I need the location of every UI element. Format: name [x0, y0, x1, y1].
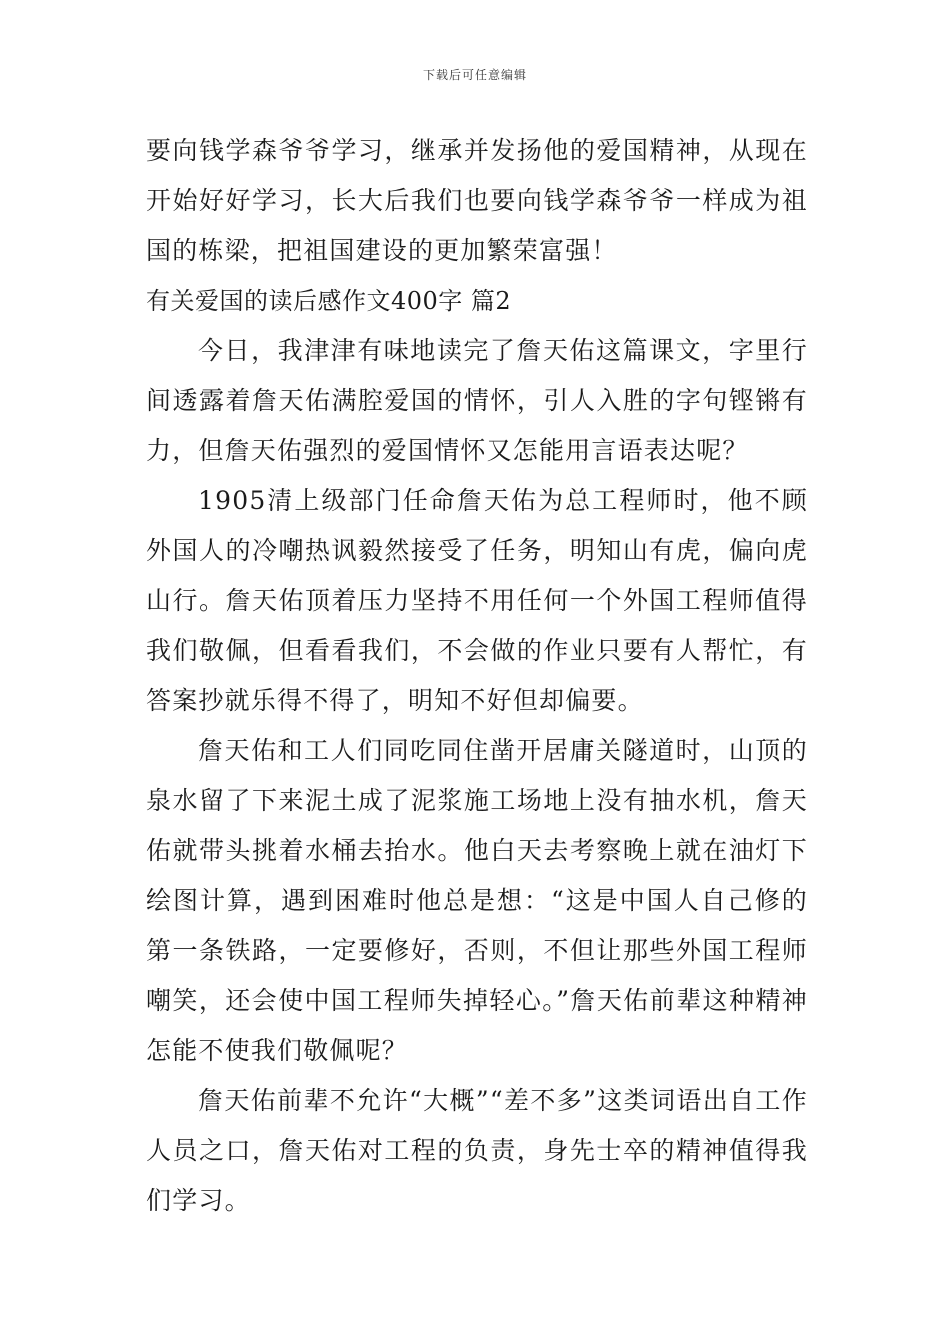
- section-heading: 有关爱国的读后感作文400字 篇2: [146, 287, 512, 315]
- paragraph-2: 1905清上级部门任命詹天佑为总工程师时，他不顾外国人的冷嘲热讽毅然接受了任务，明知山有虎，偏向虎山行。詹天佑顶着压力坚持不用任何一个外国工程师值得我们敬佩，但看看我们，不会做的作业只要有人帮忙，有答案抄就乐得不得了，明知不好但却偏要。: [146, 486, 808, 715]
- paragraph-4: 詹天佑前辈不允许“大概”“差不多”这类词语出自工作人员之口，詹天佑对工程的负责，身先士卒的精神值得我们学习。: [146, 1086, 808, 1215]
- paragraph-3: 詹天佑和工人们同吃同住凿开居庸关隧道时，山顶的泉水留了下来泥土成了泥浆施工场地上没有抽水机，詹天佑就带头挑着水桶去抬水。他白天去考察晚上就在油灯下绘图计算，遇到困难时他总是想：“这是中国人自己修的第一条铁路，一定要修好，否则，不但让那些外国工程师嘲笑，还会使中国工程师失掉轻心。”詹天佑前辈这种精神怎能不使我们敬佩呢？: [146, 736, 808, 1065]
- page-header-note: 下载后可任意编辑: [422, 68, 527, 82]
- paragraph-1: 今日，我津津有味地读完了詹天佑这篇课文，字里行间透露着詹天佑满腔爱国的情怀，引人入胜的字句铿锵有力，但詹天佑强烈的爱国情怀又怎能用言语表达呢？: [146, 336, 808, 465]
- paragraph-continuation: 要向钱学森爷爷学习，继承并发扬他的爱国精神，从现在开始好好学习，长大后我们也要向钱学森爷爷一样成为祖国的栋梁，把祖国建设的更加繁荣富强！: [146, 136, 808, 265]
- document-body: [146, 126, 808, 1226]
